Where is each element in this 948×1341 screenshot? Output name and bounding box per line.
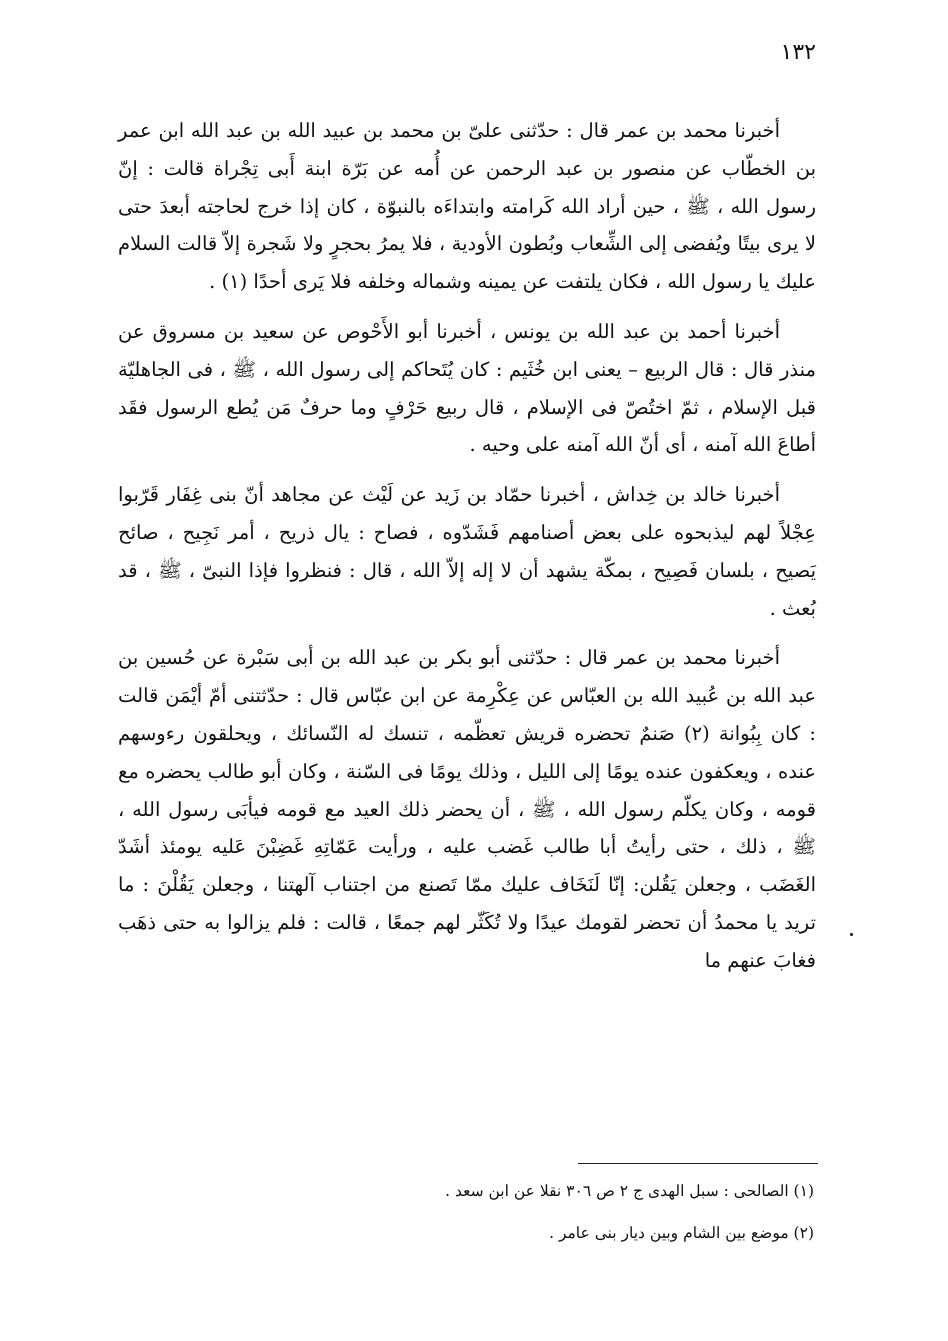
margin-mark: [850, 933, 853, 936]
footnote-1: (١) الصالحى : سبل الهدى ج ٢ ص ٣٠٦ نقلا عن ابن سعد .: [445, 1182, 814, 1200]
main-text: [118, 112, 816, 992]
paragraph-1: أخبرنا محمد بن عمر قال : حدّثنى علىّ بن محمد بن عبيد الله بن عبد الله ابن عمر بن الخطّاب عن منصور بن عبد الرحمن عن أُمه عن بَرّة ابنة أَبى تِجْراة قالت : إنّ رسول الله ، ﷺ ، حين أراد الله كَرامته وابتداءَه بالنبوّة ، كان إذا خرج لحاجته أبعدَ حتى لا يرى بيتًا ويُفضى إلى الشِّعاب وبُطون الأودية ، فلا يمرُ بحجرٍ ولا شَجرة إلاّ قالت السلام عليك يا رسول الله ، فكان يلتفت عن يمينه وشماله وخلفه فلا يَرى أحدًا (١) .: [118, 119, 816, 294]
footnote-divider: [578, 1163, 818, 1164]
paragraph-3: أخبرنا خالد بن خِداش ، أخبرنا حمّاد بن زَيد عن لَيْث عن مجاهد أنّ بنى غِفَار قَرّبوا عِجْلاً لهم ليذبحوه على بعض أصنامهم فَشَدّوه ، فصاح : يال ذريح ، أمر نَجِيح ، صائح يَصيح ، بلسان فَصِيح ، بمكّة يشهد أن لا إله إلاّ الله ، قال : فنظروا فإذا النبىّ ، ﷺ ، قد بُعث .: [118, 483, 816, 620]
footnotes: [118, 1170, 814, 1254]
paragraph-2: أخبرنا أحمد بن عبد الله بن يونس ، أخبرنا أبو الأَحْوص عن سعيد بن مسروق عن منذر قال : قال الربيع – يعنى ابن خُثَيم : كان يُتَحاكم إلى رسول الله ، ﷺ ، فى الجاهليّة قبل الإسلام ، ثمّ اختُصّ فى الإسلام ، قال ربيع حَرْفٍ وما حرفٌ مَن يُطع الرسول فقَد أطاعَ الله آمنه ، أى أنّ الله آمنه على وحيه .: [118, 319, 816, 457]
page-number: ١٣٢: [780, 40, 816, 65]
footnote-2: (٢) موضع بين الشام وبين ديار بنى عامر .: [549, 1224, 814, 1242]
paragraph-4: أخبرنا محمد بن عمر قال : حدّثنى أبو بكر بن عبد الله بن أبى سَبْرة عن حُسين بن عبد الله بن عُبيد الله بن العبّاس عن عِكْرِمة عن ابن عبّاس قال : حدّثتنى أمّ أيْمَن قالت : كان بِبُوانة (٢) صَنمٌ تحضره قريش تعظّمه ، تنسك له النّسائك ، ويحلقون رءوسهم عنده ، ويعكفون عنده يومًا إلى الليل ، وذلك يومًا فى السّنة ، وكان أبو طالب يحضره مع قومه ، وكان يكلّم رسول الله ، ﷺ ، أن يحضر ذلك العيد مع قومه فيأبَى رسول الله ، ﷺ ، ذلك ، حتى رأيتُ أبا طالب غَضب عليه ، ورأيت عَمّاتِهِ غَضِبْنَ عَليه يومئذ أشَدّ الغَضَب ، وجعلن يَقُلن: إنّا لَنَخَاف عليك ممّا تَصنع من اجتناب آلهتنا ، وجعلن يَقُلْنَ : ما تريد يا محمدُ أن تحضر لقومك عيدًا ولا تُكَثّر لهم جمعًا ، قالت : فلم يزالوا به حتى ذهَب فغابَ عنهم ما: [118, 646, 816, 972]
